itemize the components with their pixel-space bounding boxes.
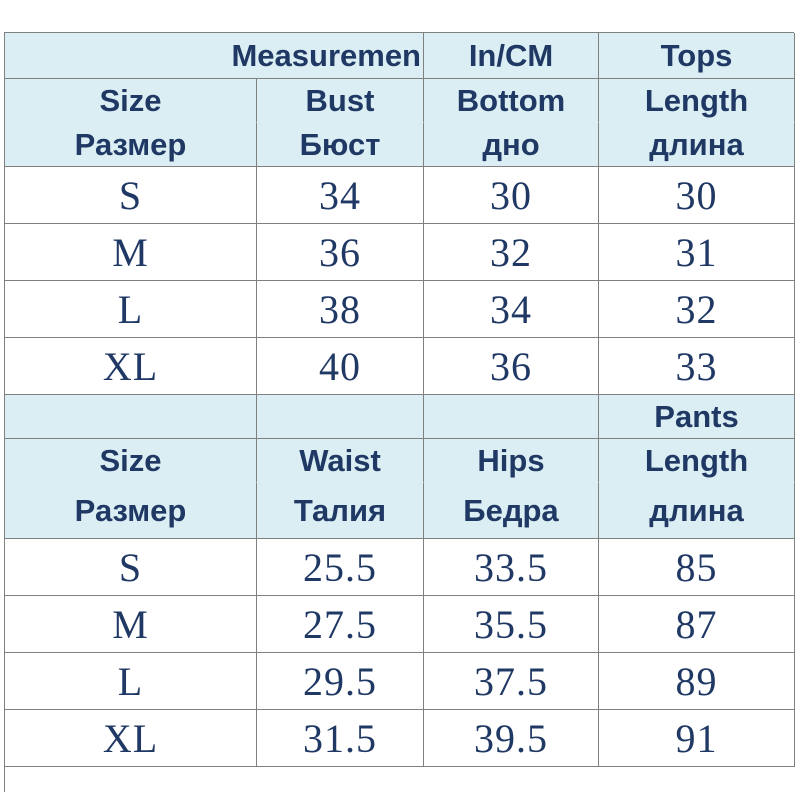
tops-row-l-bust: 38 (257, 281, 424, 338)
tops-row-s-size: S (5, 167, 257, 224)
tops-row-l-bottom: 34 (424, 281, 599, 338)
tops-row-xl-bust: 40 (257, 338, 424, 395)
tops-row-xl-bottom: 36 (424, 338, 599, 395)
tops-row-s-bust: 34 (257, 167, 424, 224)
tops-header-bust: Bust (257, 79, 424, 123)
tops-row-m-bottom: 32 (424, 224, 599, 281)
tops-header-size: Size (5, 79, 257, 123)
tops-row-m-bust: 36 (257, 224, 424, 281)
pants-header-waist-ru: Талия (257, 483, 424, 539)
pants-row-m-hips: 35.5 (424, 596, 599, 653)
tops-header-size-ru: Размер (5, 123, 257, 167)
pants-header-length-ru: длина (599, 483, 795, 539)
pants-row-l-size: L (5, 653, 257, 710)
tops-row-s-length: 30 (599, 167, 795, 224)
tops-row-l-size: L (5, 281, 257, 338)
unit-title: In/CM (424, 33, 599, 79)
pants-row-m-length: 87 (599, 596, 795, 653)
tops-header-bottom-ru: дно (424, 123, 599, 167)
pants-row-xl-size: XL (5, 710, 257, 767)
pants-row-s-size: S (5, 539, 257, 596)
pants-row-xl-length: 91 (599, 710, 795, 767)
pants-row-xl-hips: 39.5 (424, 710, 599, 767)
tops-row-s-bottom: 30 (424, 167, 599, 224)
pants-row-l-waist: 29.5 (257, 653, 424, 710)
pants-row-m-size: M (5, 596, 257, 653)
tops-row-m-length: 31 (599, 224, 795, 281)
pants-header-length: Length (599, 439, 795, 483)
tops-header-bottom: Bottom (424, 79, 599, 123)
tops-row-m-size: M (5, 224, 257, 281)
tops-row-xl-size: XL (5, 338, 257, 395)
pants-row-l-length: 89 (599, 653, 795, 710)
pants-row-s-length: 85 (599, 539, 795, 596)
pants-row-s-waist: 25.5 (257, 539, 424, 596)
pants-row-l-hips: 37.5 (424, 653, 599, 710)
size-chart-table (4, 32, 794, 792)
pants-header-waist: Waist (257, 439, 424, 483)
measurement-title: Measuremen (5, 33, 424, 79)
pants-title-blank-1 (5, 395, 257, 439)
tops-header-length: Length (599, 79, 795, 123)
pants-header-hips: Hips (424, 439, 599, 483)
pants-row-xl-waist: 31.5 (257, 710, 424, 767)
tops-title: Tops (599, 33, 795, 79)
pants-title: Pants (599, 395, 795, 439)
tops-row-l-length: 32 (599, 281, 795, 338)
tops-row-xl-length: 33 (599, 338, 795, 395)
pants-title-blank-2 (257, 395, 424, 439)
pants-row-m-waist: 27.5 (257, 596, 424, 653)
tops-header-length-ru: длина (599, 123, 795, 167)
pants-header-size-ru: Размер (5, 483, 257, 539)
pants-title-blank-3 (424, 395, 599, 439)
pants-header-hips-ru: Бедра (424, 483, 599, 539)
tops-header-bust-ru: Бюст (257, 123, 424, 167)
pants-header-size: Size (5, 439, 257, 483)
pants-row-s-hips: 33.5 (424, 539, 599, 596)
